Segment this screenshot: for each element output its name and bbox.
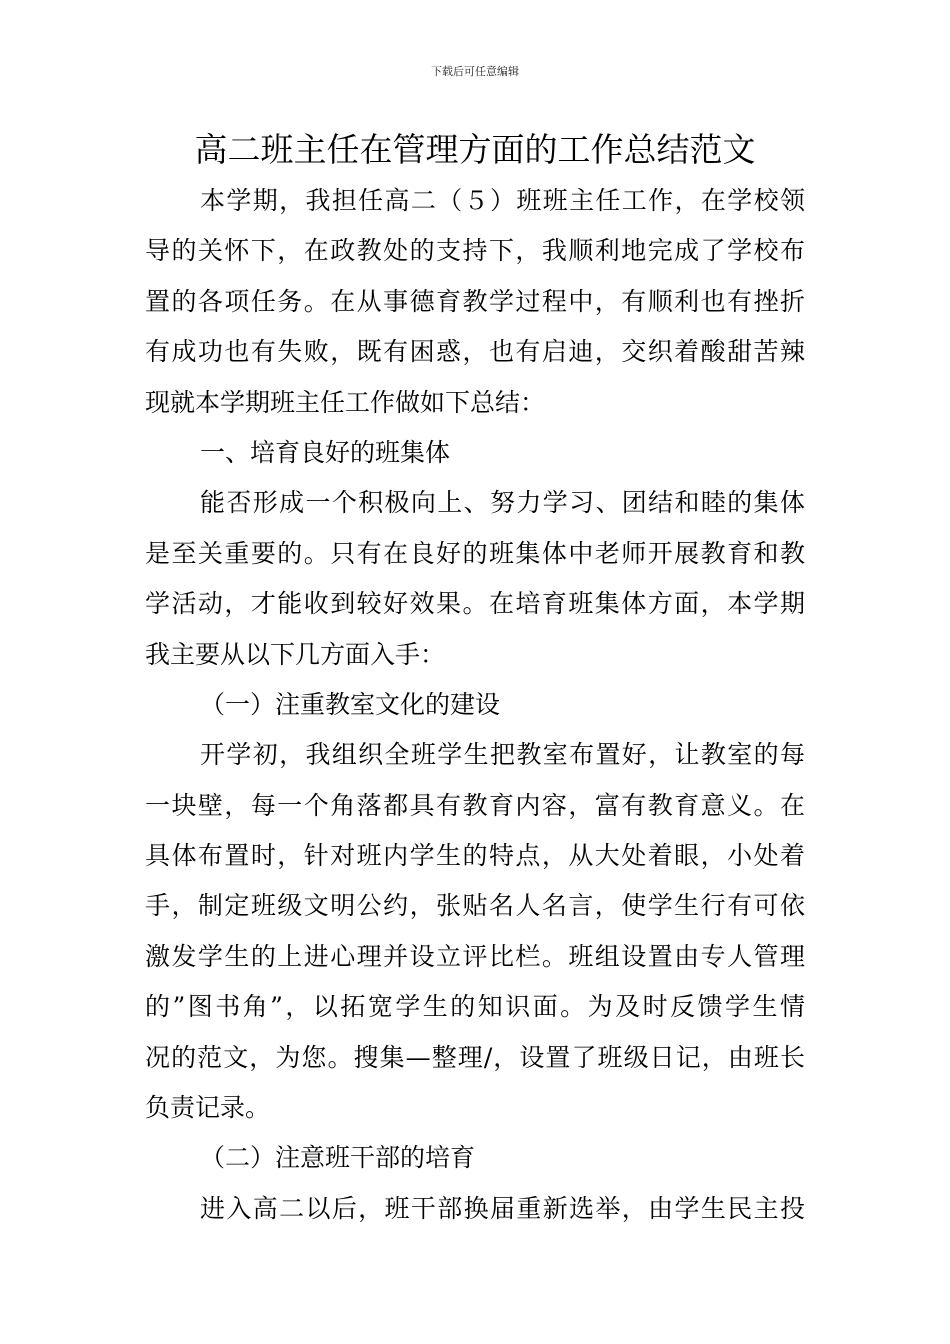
paragraph-line: 导的关怀下，在政教处的支持下，我顺利地完成了学校布	[145, 236, 805, 266]
paragraph-line: 手，制定班级文明公约，张贴名人名言，使学生行有可依	[145, 891, 805, 921]
subsection-heading: （一）注重教室文化的建设	[200, 689, 501, 719]
paragraph-line: 况的范文，为您。搜集—整理/，设置了班级日记，由班长	[145, 1042, 805, 1072]
header-note: 下载后可任意编辑	[431, 65, 519, 78]
document-body	[145, 176, 805, 1234]
paragraph-line: 现就本学期班主任工作做如下总结：	[145, 387, 546, 417]
paragraph-line: 的”图书角”，以拓宽学生的知识面。为及时反馈学生情	[145, 992, 805, 1022]
paragraph-line: 进入高二以后，班干部换届重新选举，由学生民主投	[200, 1193, 805, 1223]
paragraph-line: 置的各项任务。在从事德育教学过程中，有顺利也有挫折	[145, 286, 805, 316]
paragraph-line: 本学期，我担任高二（５）班班主任工作，在学校领	[200, 186, 805, 215]
document-title: 高二班主任在管理方面的工作总结范文	[194, 130, 756, 169]
paragraph-line: 一块壁，每一个角落都具有教育内容，富有教育意义。在	[145, 790, 805, 820]
paragraph-line: 是至关重要的。只有在良好的班集体中老师开展教育和教	[145, 538, 805, 568]
paragraph-line: 负责记录。	[145, 1093, 271, 1123]
paragraph-line: 开学初，我组织全班学生把教室布置好，让教室的每	[200, 740, 805, 770]
paragraph-line: 我主要从以下几方面入手：	[145, 639, 446, 669]
subsection-heading: （二）注意班干部的培育	[200, 1143, 476, 1173]
paragraph-line: 具体布置时，针对班内学生的特点，从大处着眼，小处着	[145, 841, 805, 871]
paragraph-line: 能否形成一个积极向上、努力学习、团结和睦的集体	[200, 488, 805, 518]
paragraph-line: 有成功也有失败，既有困惑，也有启迪，交织着酸甜苦辣	[145, 337, 805, 367]
paragraph-line: 激发学生的上进心理并设立评比栏。班组设置由专人管理	[145, 941, 805, 971]
paragraph-line: 学活动，才能收到较好效果。在培育班集体方面，本学期	[145, 589, 805, 619]
section-heading: 一、培育良好的班集体	[200, 437, 451, 467]
